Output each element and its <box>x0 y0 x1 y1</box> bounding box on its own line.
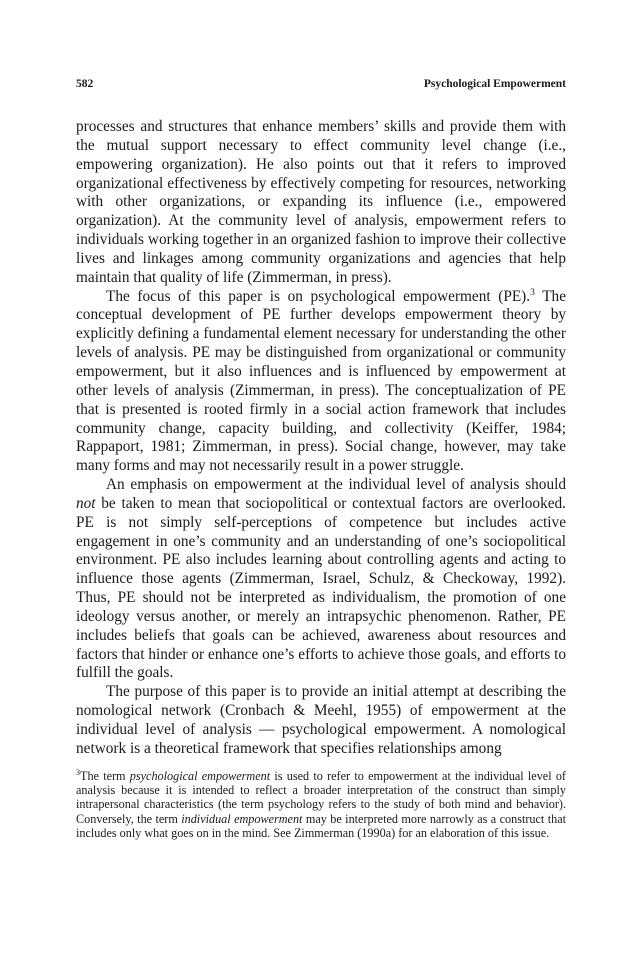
paragraph-3 <box>76 476 566 683</box>
journal-page <box>76 78 566 840</box>
footnote-text-b: is used to refer to empowerment at the individual level of analysis because it is intended to reflect a broader interpretation of the construct than simply intrapersonal characteristics (the term psychology refers to the study of both mind and behavior). Conversely, the term <box>76 768 566 826</box>
paragraph-2-text-a: The focus of this paper is on psychological empowerment (PE). <box>106 287 531 305</box>
paragraph-1: processes and structures that enhance members’ skills and provide them with the mutual support necessary to effect community level change (i.e., empowering organization). He also points out that it refers to improved organizational effectiveness by effectively competing for resources, networking with other organizations, or expanding its influence (i.e., empowered organization). At the community level of analysis, empowerment refers to individuals working together in an organized fashion to improve their collective lives and linkages among community organizations and agencies that help maintain that quality of life (Zimmerman, in press). <box>76 118 566 286</box>
footnote-ref-3[interactable]: 3 <box>530 287 535 298</box>
page-number: 582 <box>76 78 94 90</box>
footnote-emphasis-b: individual empowerment <box>181 811 303 826</box>
running-title: Psychological Empowerment <box>423 78 566 90</box>
body-text <box>76 118 566 759</box>
paragraph-3-emphasis: not <box>76 494 96 512</box>
paragraph-3-text-a: An emphasis on empowerment at the individual level of analysis should <box>106 476 566 494</box>
paragraph-2-text-b: The conceptual development of PE further develops empowerment theory by explicitly defining a fundamental element necessary for understanding the other levels of analysis. PE may be distinguished from organizational or community empowerment, but it also influences and is influenced by empowerment at other levels of analysis (Zimmerman, in press). The conceptualization of PE that is presented is rooted firmly in a social action framework that includes community change, capacity building, and collectivity (Keiffer, 1984; Rappaport, 1981; Zimmerman, in press). Social change, however, may take many forms and may not necessarily result in a power struggle. <box>76 287 566 475</box>
paragraph-4: The purpose of this paper is to provide an initial attempt at describing the nomological network (Cronbach & Meehl, 1955) of empowerment at the individual level of analysis — psychological empowerment. A nomological network is a theoretical framework that specifies relationships among <box>76 683 566 757</box>
footnote-text-c: may be interpreted more narrowly as a construct that includes only what goes on in the mind. See Zimmerman (1990a) for an elaboration of this issue. <box>76 811 566 840</box>
paragraph-2 <box>76 288 566 476</box>
running-header <box>76 78 566 100</box>
paragraph-3-text-b: be taken to mean that sociopolitical or contextual factors are overlooked. PE is not simply self-perceptions of competence but includes active engagement in one’s community and an understanding of one’s sociopolitical environment. PE also includes learning about controlling agents and acting to influence those agents (Zimmerman, Israel, Schulz, & Checkoway, 1992). Thus, PE should not be interpreted as individualism, the promotion of one ideology versus another, or merely an intrapsychic phenomenon. Rather, PE includes beliefs that goals can be achieved, awareness about resources and factors that hinder or enhance one’s efforts to achieve those goals, and efforts to fulfill the goals. <box>76 494 566 682</box>
footnote-emphasis-a: psychological empowerment <box>129 768 271 783</box>
footnote-text-a: The term <box>80 768 130 783</box>
footnote-marker: 3 <box>76 767 80 777</box>
footnote-3 <box>76 769 566 840</box>
